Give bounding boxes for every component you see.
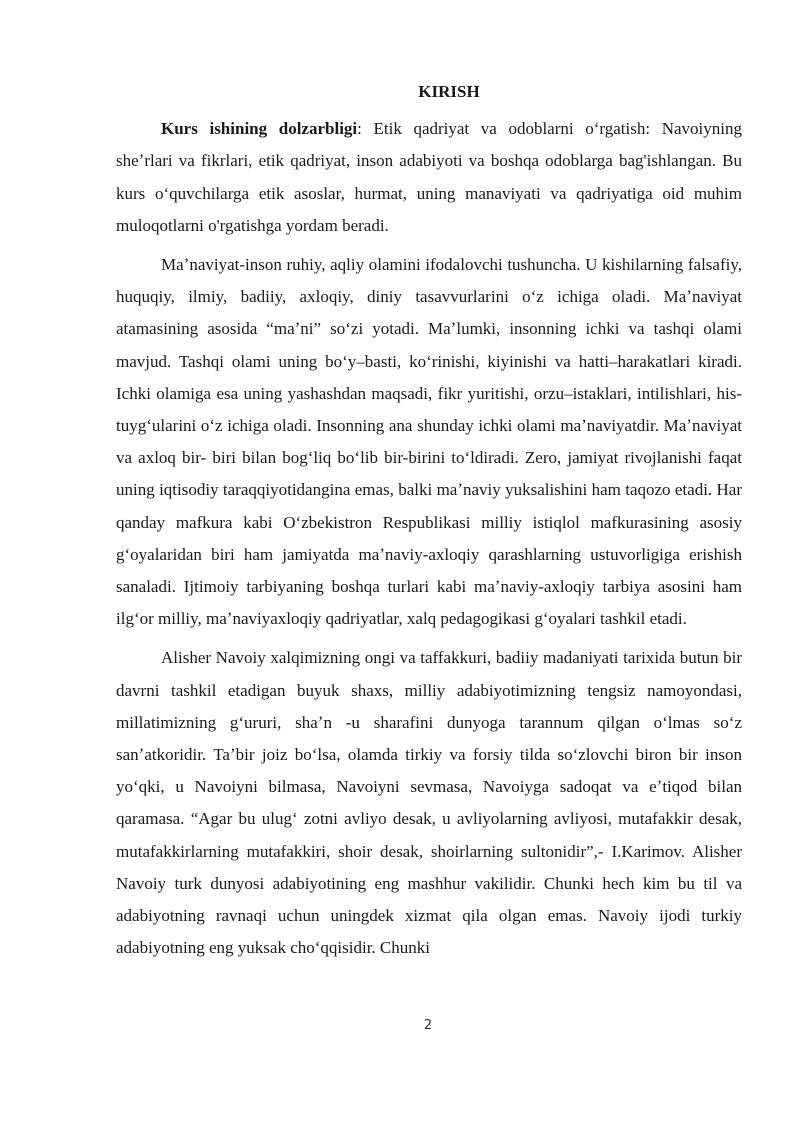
paragraph-navoiy: Alisher Navoiy xalqimizning ongi va taffakkuri, badiiy madaniyati tarixida butun bir davrni tashkil etadigan buyuk shaxs, milliy adabiyotimizning tengsiz namoyondasi, millatimizning gʻururi, shaʼn -u sharafini dunyoga tarannum qilgan oʻlmas soʻz sanʼatkoridir. Taʼbir joiz boʻlsa, olamda tirkiy va forsiy tilda soʻzlovchi biron bir inson yoʻqki, u Navoiyni bilmasa, Navoiyni sevmasa, Navoiyga sadoqat va eʼtiqod bilan qaramasa. “Agar bu ulugʻ zotni avliyo desak, u avliyolarning avliyosi, mutafakkir desak, mutafakkirlarning mutafakkiri, shoir desak, shoirlarning sultonidir”,- I.Karimov. Alisher Navoiy turk dunyosi adabiyotining eng mashhur vakilidir. Chunki hech kim bu til va adabiyotning ravnaqi uchun uningdek xizmat qila olgan emas. Navoiy ijodi turkiy adabiyotning eng yuksak choʻqqisidir. Chunki <box>116 648 742 958</box>
section-heading: KIRISH <box>418 82 480 101</box>
paragraph-lead-bold: Kurs ishining dolzarbligi <box>161 119 358 139</box>
page-number: 2 <box>423 1018 433 1033</box>
paragraph-text: : Etik qadriyat va odoblarni oʻrgatish: Navoiyning sheʼrlari va fikrlari, etik qadriyat, inson adabiyoti va boshqa odoblarga bag'ishlangan. Bu kurs oʻquvchilarga etik asoslar, hurmat, uning manaviyati va qadriyatiga oid muhim muloqotlarni o'rgatishga yordam beradi. <box>116 119 742 235</box>
paragraph-spirituality: Maʼnaviyat-inson ruhiy, aqliy olamini ifodalovchi tushuncha. U kishilarning falsafiy, huquqiy, ilmiy, badiiy, axloqiy, diniy tasavvurlarini oʻz ichiga oladi. Maʼnaviyat atamasining asosida “maʼni” soʻzi yotadi. Maʼlumki, insonning ichki va tashqi olami mavjud. Tashqi olami uning boʻy–basti, koʻrinishi, kiyinishi va hatti–harakatlari kiradi. Ichki olamiga esa uning yashashdan maqsadi, fikr yuritishi, orzu–istaklari, intilishlari, his-tuygʻularini oʻz ichiga oladi. Insonning ana shunday ichki olami maʼnaviyatdir. Maʼnaviyat va axloq bir- biri bilan bogʻliq boʻlib bir-birini toʻldiradi. Zero, jamiyat rivojlanishi faqat uning iqtisodiy taraqqiyotidangina emas, balki maʼnaviy yuksalishini ham taqozo etadi. Har qanday mafkura kabi Oʻzbekistron Respublikasi milliy istiqlol mafkurasining asosiy gʻoyalaridan biri ham jamiyatda maʼnaviy-axloqiy qarashlarning ustuvorligiga erishish sanaladi. Ijtimoiy tarbiyaning boshqa turlari kabi maʼnaviy-axloqiy tarbiya asosini ham ilgʻor milliy, maʼnaviyaxloqiy qadriyatlar, xalq pedagogikasi gʻoyalari tashkil etadi. <box>116 255 742 629</box>
page-content <box>116 76 742 971</box>
paragraph-relevance <box>116 113 742 242</box>
